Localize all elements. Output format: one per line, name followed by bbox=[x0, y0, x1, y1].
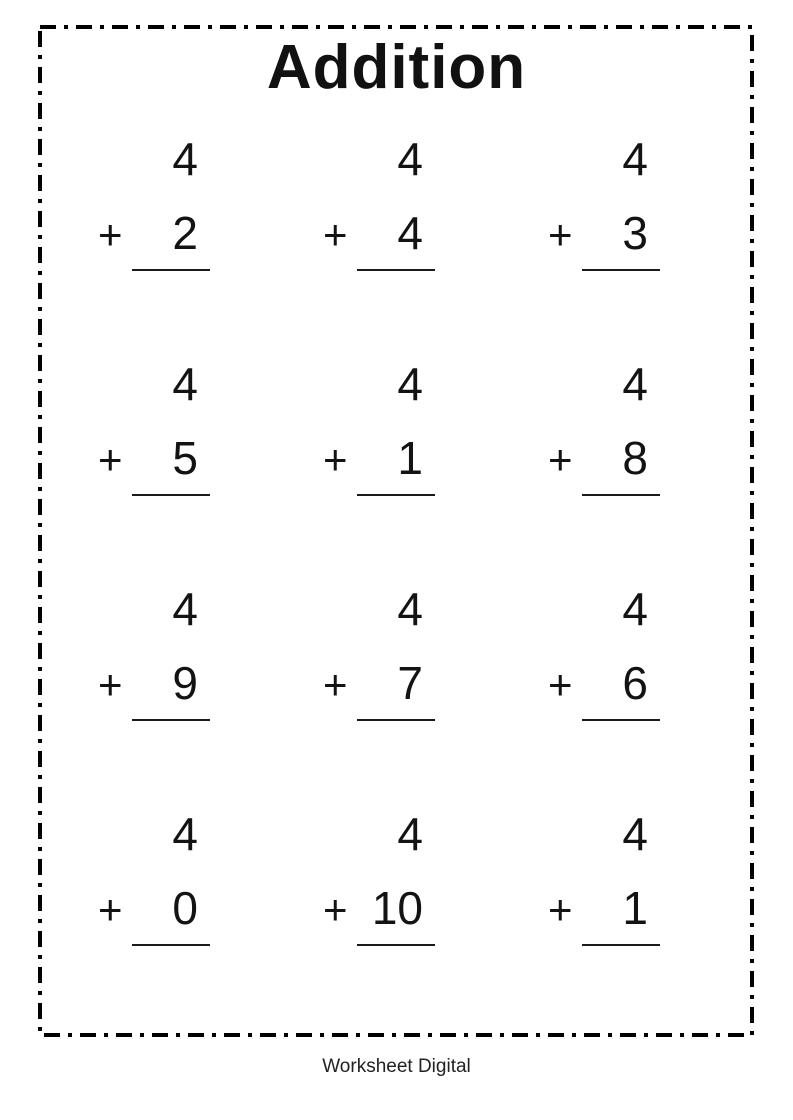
addend-bottom: 6 bbox=[622, 657, 648, 709]
plus-operator: + bbox=[548, 211, 573, 258]
addend-bottom: 4 bbox=[397, 207, 423, 259]
answer-blank-line bbox=[357, 269, 435, 271]
addend-bottom: 8 bbox=[622, 432, 648, 484]
addition-problem-3 bbox=[548, 133, 660, 361]
addition-problem-2 bbox=[323, 133, 435, 361]
addend-top: 4 bbox=[622, 358, 648, 410]
footer-brand-text: Worksheet Digital bbox=[322, 1056, 471, 1077]
addition-problem-6 bbox=[548, 358, 660, 586]
addend-top: 4 bbox=[397, 133, 423, 185]
addend-top: 4 bbox=[622, 808, 648, 860]
addend-top: 4 bbox=[622, 133, 648, 185]
addend-bottom: 1 bbox=[397, 432, 423, 484]
addition-problem-7 bbox=[98, 583, 210, 811]
plus-operator: + bbox=[98, 886, 123, 933]
answer-blank-line bbox=[132, 719, 210, 721]
addend-bottom: 7 bbox=[397, 657, 423, 709]
answer-blank-line bbox=[582, 944, 660, 946]
addend-top: 4 bbox=[172, 583, 198, 635]
addend-bottom: 1 bbox=[622, 882, 648, 934]
addend-top: 4 bbox=[172, 808, 198, 860]
addend-bottom: 9 bbox=[172, 657, 198, 709]
addition-problem-5 bbox=[323, 358, 435, 586]
addition-problem-12 bbox=[548, 808, 660, 1036]
plus-operator: + bbox=[98, 211, 123, 258]
answer-blank-line bbox=[357, 494, 435, 496]
answer-blank-line bbox=[582, 719, 660, 721]
addend-bottom: 5 bbox=[172, 432, 198, 484]
answer-blank-line bbox=[357, 944, 435, 946]
answer-blank-line bbox=[132, 944, 210, 946]
plus-operator: + bbox=[323, 661, 348, 708]
addition-problem-10 bbox=[98, 808, 210, 1036]
addend-top: 4 bbox=[622, 583, 648, 635]
answer-blank-line bbox=[132, 269, 210, 271]
addend-top: 4 bbox=[172, 133, 198, 185]
plus-operator: + bbox=[548, 886, 573, 933]
addend-top: 4 bbox=[172, 358, 198, 410]
addend-bottom: 3 bbox=[622, 207, 648, 259]
addition-problem-1 bbox=[98, 133, 210, 361]
answer-blank-line bbox=[582, 494, 660, 496]
addend-bottom: 2 bbox=[172, 207, 198, 259]
plus-operator: + bbox=[323, 436, 348, 483]
answer-blank-line bbox=[582, 269, 660, 271]
addend-top: 4 bbox=[397, 358, 423, 410]
addend-bottom: 0 bbox=[172, 882, 198, 934]
plus-operator: + bbox=[323, 886, 348, 933]
plus-operator: + bbox=[98, 436, 123, 483]
addend-top: 4 bbox=[397, 808, 423, 860]
plus-operator: + bbox=[548, 436, 573, 483]
addition-problem-9 bbox=[548, 583, 660, 811]
answer-blank-line bbox=[357, 719, 435, 721]
addend-top: 4 bbox=[397, 583, 423, 635]
page-title: Addition bbox=[266, 33, 527, 102]
plus-operator: + bbox=[548, 661, 573, 708]
plus-operator: + bbox=[323, 211, 348, 258]
addition-problem-8 bbox=[323, 583, 435, 811]
problems-grid bbox=[98, 133, 773, 1036]
addition-problem-4 bbox=[98, 358, 210, 586]
plus-operator: + bbox=[98, 661, 123, 708]
answer-blank-line bbox=[132, 494, 210, 496]
addend-bottom: 10 bbox=[371, 882, 423, 934]
addition-problem-11 bbox=[323, 808, 435, 1036]
